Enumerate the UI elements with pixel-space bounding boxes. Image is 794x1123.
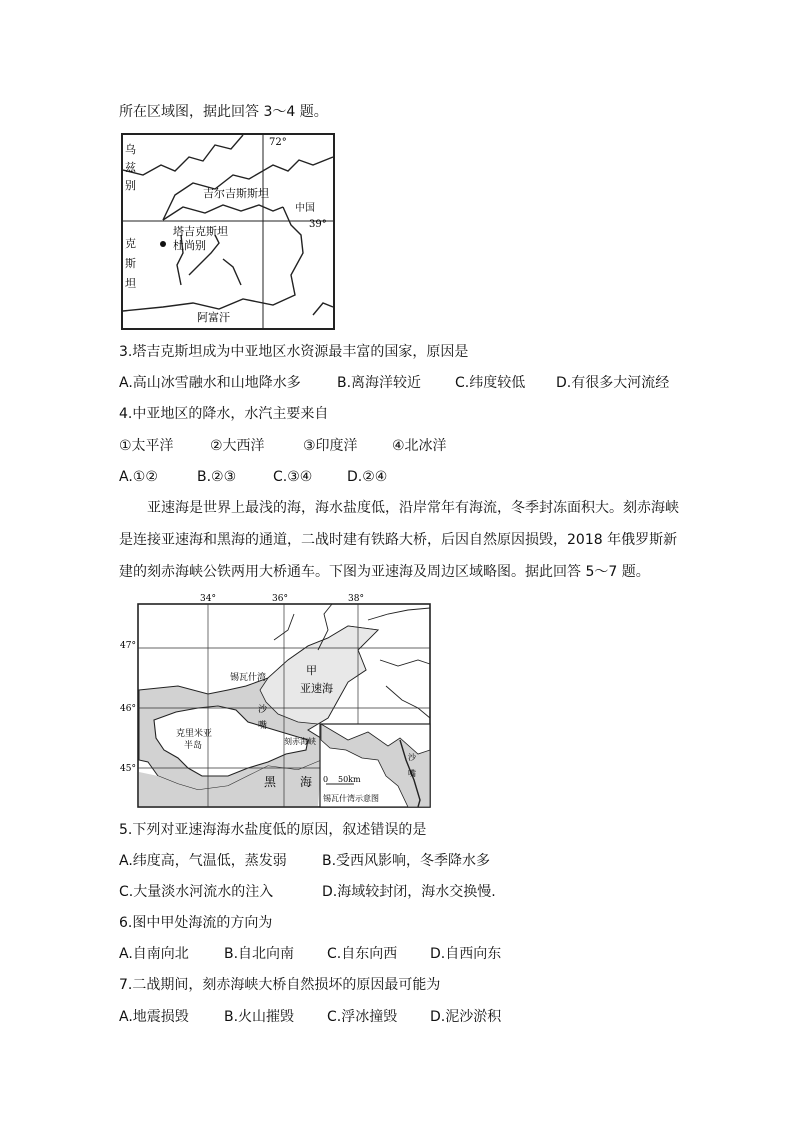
dushanbe-marker	[160, 241, 166, 247]
map2-crimea2: 半岛	[184, 741, 203, 751]
inset-scale-zero: 0	[323, 775, 329, 784]
intro-text: 所在区域图，据此回答 3～4 题。	[119, 104, 328, 120]
azov-sea-map	[118, 590, 438, 812]
q3-option-c: C.纬度较低	[455, 375, 526, 391]
map2-crimea1: 克里米亚	[176, 729, 213, 739]
q5-stem: 5.下列对亚速海海水盐度低的原因，叙述错误的是	[119, 822, 427, 838]
q3-stem: 3.塔吉克斯坦成为中亚地区水资源最丰富的国家，原因是	[119, 344, 469, 360]
passage-text: 亚速海是世界上最浅的海，海水盐度低，沿岸常年有海流，冬季封冻面积大。刻赤海峡是连接亚速海和黑海的通道，二战时建有铁路大桥，后因自然原因损毁，2018 年俄罗斯新建的刻赤海峡公铁两用大桥通车。下图为亚速海及周边区域略图。据此回答 5～7 题。	[119, 500, 679, 580]
central-asia-map	[121, 133, 335, 330]
map2-sha1: 沙	[258, 705, 268, 715]
q4-choice-2: ②大西洋	[210, 438, 265, 454]
map2-hei: 黑	[264, 775, 277, 789]
map2-lat-45: 45°	[120, 764, 136, 774]
q6-option-b: B.自北向南	[224, 946, 295, 962]
map1-kyrgyzstan: 吉尔吉斯斯坦	[203, 187, 269, 200]
q7-stem: 7.二战期间，刻赤海峡大桥自然损坏的原因最可能为	[119, 977, 441, 993]
map1-tajikistan: 塔吉克斯坦	[173, 225, 228, 238]
map1-ke: 克	[125, 237, 136, 250]
q3-option-d: D.有很多大河流经	[556, 375, 670, 391]
q5-option-a: A.纬度高，气温低，蒸发弱	[119, 853, 287, 869]
q7-option-b: B.火山摧毁	[224, 1009, 295, 1025]
sivash-inset	[320, 724, 430, 807]
inset-scale: 50km	[338, 775, 361, 784]
map2-lon-34: 34°	[200, 594, 216, 604]
map2-sivash: 锡瓦什湾	[230, 673, 267, 683]
q7-option-d: D.泥沙淤积	[430, 1009, 502, 1025]
q6-option-d: D.自西向东	[430, 946, 502, 962]
map1-bie: 别	[125, 179, 136, 192]
q4-option-b: B.②③	[197, 469, 237, 485]
map1-zi: 兹	[125, 161, 136, 174]
q6-option-c: C.自东向西	[327, 946, 398, 962]
q4-choice-3: ③印度洋	[303, 438, 358, 454]
q5-option-c: C.大量淡水河流水的注入	[119, 884, 274, 900]
q5-option-b: B.受西风影响，冬季降水多	[322, 853, 491, 869]
map2-jia: 甲	[306, 664, 317, 677]
inset-zui2: 嘴	[408, 769, 416, 778]
q4-option-d: D.②④	[347, 469, 388, 485]
central-asia-map-svg	[123, 135, 333, 328]
map2-lat-47: 47°	[120, 641, 136, 651]
map1-tan: 坦	[125, 277, 136, 290]
map1-afghanistan: 阿富汗	[197, 311, 230, 324]
map1-lat: 39°	[309, 219, 327, 230]
q4-stem: 4.中亚地区的降水，水汽主要来自	[119, 406, 329, 422]
q7-option-a: A.地震损毁	[119, 1009, 189, 1025]
map2-kerch: 刻赤海峡	[284, 737, 316, 746]
azov-sea-map-svg	[118, 590, 438, 812]
map1-si: 斯	[125, 257, 136, 270]
q7-option-c: C.浮冰撞毁	[327, 1009, 398, 1025]
q4-option-c: C.③④	[273, 469, 313, 485]
map2-lon-38: 38°	[348, 594, 364, 604]
q6-stem: 6.图中甲处海流的方向为	[119, 915, 273, 931]
q4-choice-4: ④北冰洋	[392, 438, 447, 454]
q6-option-a: A.自南向北	[119, 946, 189, 962]
q3-option-b: B.离海洋较近	[337, 375, 422, 391]
q4-choice-1: ①太平洋	[119, 438, 174, 454]
map1-dushanbe: 杜尚别	[173, 239, 206, 252]
map1-china: 中国	[295, 203, 315, 214]
map2-lon-36: 36°	[272, 594, 288, 604]
inset-sha2: 沙	[408, 753, 416, 762]
map1-lon: 72°	[269, 137, 287, 148]
map1-wu: 乌	[125, 143, 136, 156]
map2-zui1: 嘴	[258, 721, 268, 731]
map2-azov: 亚速海	[300, 682, 333, 695]
q4-option-a: A.①②	[119, 469, 158, 485]
inset-title: 锡瓦什湾示意图	[323, 794, 379, 803]
q5-option-d: D.海域较封闭，海水交换慢.	[322, 884, 496, 900]
q3-option-a: A.高山冰雪融水和山地降水多	[119, 375, 301, 391]
map2-lat-46: 46°	[120, 704, 136, 714]
map2-hai: 海	[300, 775, 313, 789]
